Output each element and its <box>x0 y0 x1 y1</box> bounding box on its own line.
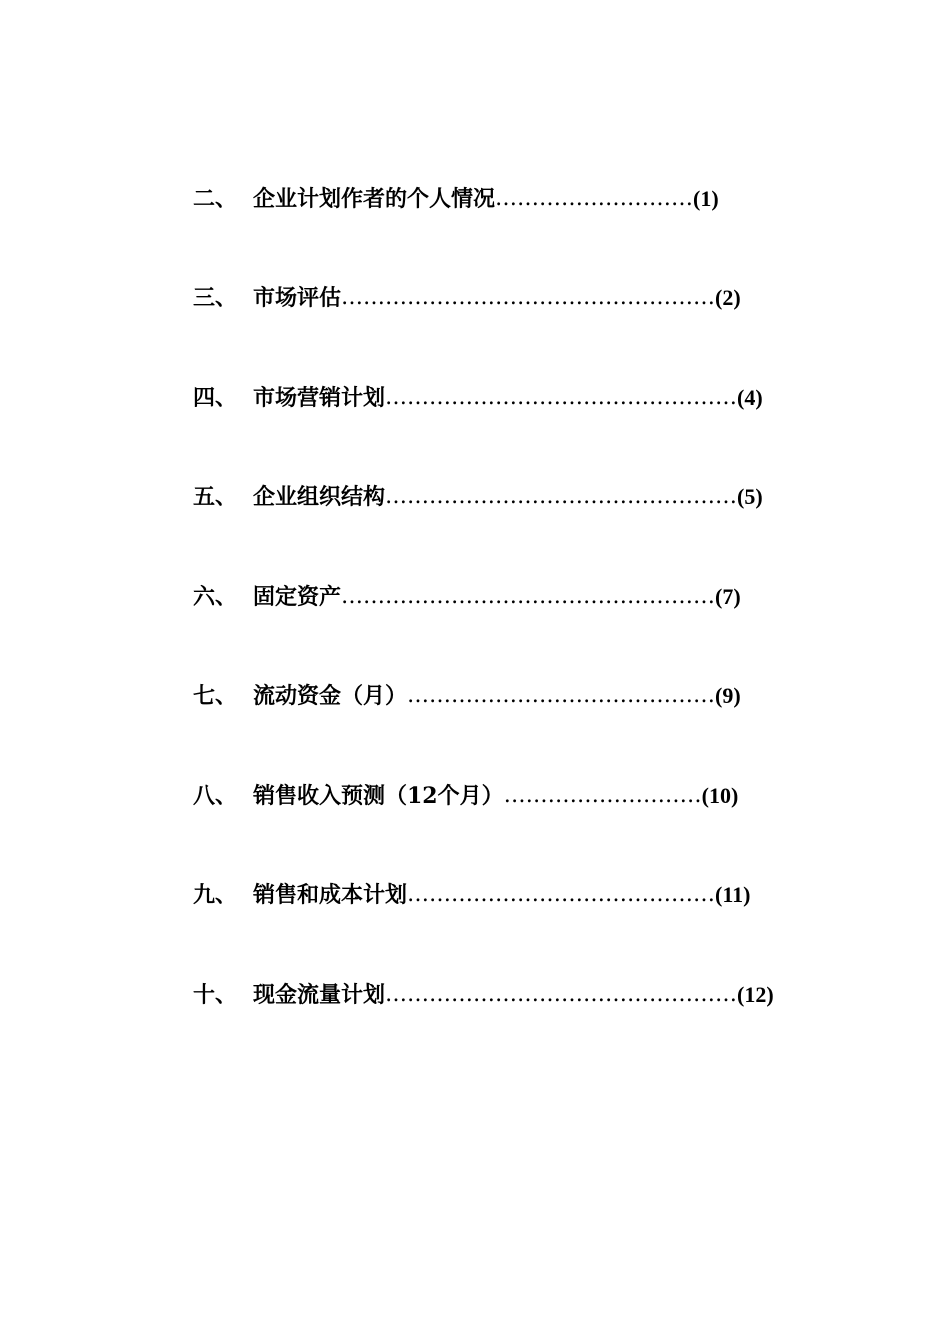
toc-entry-leader: …………………………………… <box>407 683 716 708</box>
toc-entry-leader: ………………………………………… <box>385 484 738 509</box>
toc-entry-page: (7) <box>715 584 741 609</box>
toc-entry-title: 现金流量计划 <box>253 982 386 1008</box>
toc-entry[interactable] <box>193 182 719 216</box>
toc-entry-page: (5) <box>737 484 763 509</box>
toc-entry-title: 企业计划作者的个人情况 <box>253 186 496 212</box>
toc-entry[interactable] <box>193 878 750 912</box>
toc-entry-leader: …………………………………………… <box>341 584 716 609</box>
toc-entry-title: 市场评估 <box>253 285 342 311</box>
toc-entry[interactable] <box>193 381 763 415</box>
toc-entry-page: (10) <box>701 783 739 808</box>
toc-entry-page: (9) <box>715 683 741 708</box>
toc-entry-number: 七、 <box>193 683 238 709</box>
toc-entry-number: 八、 <box>193 783 238 809</box>
toc-entry[interactable] <box>193 480 763 514</box>
toc-entry-leader: …………………………………… <box>407 882 716 907</box>
toc-entry-page: (1) <box>693 186 719 211</box>
toc-entry-page: (11) <box>715 882 751 907</box>
toc-entry-leader: ………………………………………… <box>385 385 738 410</box>
toc-entry-leader: …………………………………………… <box>341 285 716 310</box>
toc-entry-page: (4) <box>737 385 763 410</box>
toc-entry-title: 流动资金（月） <box>253 683 408 709</box>
toc-entry-title: 企业组织结构 <box>253 484 386 510</box>
toc-entry-number: 九、 <box>193 882 238 908</box>
toc-entry-number: 二、 <box>193 186 238 212</box>
toc-entry[interactable] <box>193 281 741 315</box>
toc-entry-number: 十、 <box>193 982 238 1008</box>
toc-entry-number: 六、 <box>193 584 238 610</box>
toc-entry-number: 四、 <box>193 385 238 411</box>
toc-entry-leader: ……………………… <box>503 783 702 808</box>
toc-entry[interactable] <box>193 779 738 813</box>
toc-entry-leader: ……………………… <box>495 186 694 211</box>
toc-entry-leader: ………………………………………… <box>385 982 738 1007</box>
toc-entry-title: 固定资产 <box>253 584 342 610</box>
toc-entry-page: (12) <box>737 982 774 1007</box>
toc-entry[interactable] <box>193 580 741 614</box>
toc-entry-title: 销售和成本计划 <box>253 882 408 908</box>
toc-entry-title: 销售收入预测（12个月） <box>253 783 504 809</box>
toc-entry-title: 市场营销计划 <box>253 385 386 411</box>
toc-entry-number: 五、 <box>193 484 238 510</box>
toc-entry-number: 三、 <box>193 285 238 311</box>
toc-entry-page: (2) <box>715 285 741 310</box>
toc-entry[interactable] <box>193 978 774 1012</box>
toc-entry[interactable] <box>193 679 741 713</box>
